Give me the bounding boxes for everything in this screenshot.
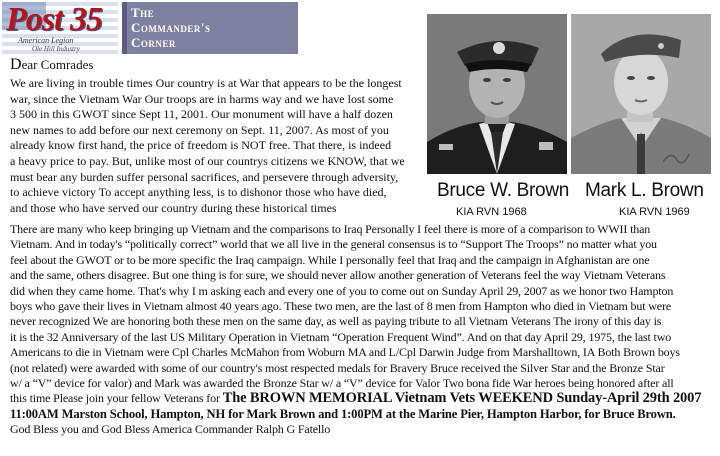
title-line-1: The: [131, 5, 155, 20]
text-line: new names to add before our next ceremony on Sept. 11, 2007. As most of you: [10, 122, 389, 137]
portrait-bruce-illustration: [427, 14, 567, 174]
post-35-logo: [2, 2, 118, 54]
logo-text: Post 35: [6, 2, 102, 38]
portrait-mark-brown: [571, 14, 711, 174]
text-line: must bear any burden suffer personal sacrifices, and persevere through adversity,: [10, 169, 399, 184]
text-line: war, since the Vietnam War Our troops are in harms way and we have lost some: [10, 91, 394, 106]
text-line: and the same, others disagree. But one thing is for sure, we should never allow another generation of Veterans feel the way Vietnam Veterans: [10, 268, 666, 283]
event-title: The BROWN MEMORIAL Vietnam Vets WEEKEND Sunday-April 29th 2007: [222, 390, 702, 407]
text-line: 3 500 in this GWOT since Sept 11, 2001. Our monument will have a half dozen: [10, 107, 393, 122]
logo-subtitle-2: Ole Hill Industry: [32, 45, 80, 53]
kia-caption-bruce: KIA RVN 1968: [456, 206, 527, 218]
text-line: it is the 32 Anniversary of the last US Military Operation in Vietnam “Operation Frequent Wind”. And on that day April 29, 1975, the last two: [10, 329, 672, 344]
title-line-3: Corner: [131, 35, 176, 50]
title-accent-bar: [122, 2, 127, 54]
title-line-2: Commander's: [131, 20, 211, 35]
portrait-bruce-brown: [427, 14, 567, 174]
name-mark-brown: Mark L. Brown: [585, 180, 704, 201]
greeting-text: ear Comrades: [21, 57, 94, 72]
text-line: w/ a “V” device for valor) and Mark was awarded the Bronze Star w/ a “V” device for Valor Two bona fide War heroes being honored after all: [10, 376, 674, 391]
portrait-mark-illustration: [571, 14, 711, 174]
text-line: and those who have served our country during these historical times: [10, 200, 337, 215]
text-line: a heavy price to pay. But, unlike most of our countrys citizens we KNOW, that we: [10, 153, 405, 168]
logo-subtitle: American Legion: [18, 36, 74, 45]
text-line: never recognized We are honoring both these men on the same day, as well as paying tribute to all Vietnam Veterans The irony of this day is: [10, 314, 662, 329]
text-line: already know first hand, the price of freedom is NOT free. That there, is indeed: [10, 138, 392, 153]
greeting-dropcap: D: [10, 56, 22, 73]
letter-greeting: [10, 57, 93, 73]
invite-prefix: this time Please join your fellow Veterans for: [10, 391, 223, 406]
text-line: (not related) were awarded with some of our country's most respected medals for Bravery Bruce received the Silver Star and the Bronze Star: [10, 360, 665, 375]
text-line: We are living in trouble times Our country is at War that appears to be the longest: [10, 76, 402, 90]
kia-caption-mark: KIA RVN 1969: [619, 206, 690, 218]
letter-intro-paragraph: [10, 76, 426, 216]
invite-line: [10, 391, 716, 406]
event-details: 11:00AM Marston School, Hampton, NH for Mark Brown and 1:00PM at the Marine Pier, Hampton Harbor, for Bruce Brown.: [10, 406, 676, 421]
text-line: did when they came home. That's why I m asking each and every one of you to come out on Sunday April 29, 2007 as we honor two Hampton: [10, 283, 674, 298]
text-line: boys who gave their lives in Vietnam almost 40 years ago. These two men, are the last of 8 men from Hampton who died in Vietnam but were: [10, 299, 672, 314]
text-line: Vietnam. And in today's “politically correct” world that we all live in the general consensus is to “Support The Troops” no matter what you: [10, 237, 657, 252]
letter-main-paragraph: [10, 222, 716, 438]
text-line: There are many who keep bringing up Vietnam and the comparisons to Iraq Personally I feel there is more of a comparison to WWII than: [10, 222, 651, 236]
text-line: Americans to die in Vietnam were Cpl Charles McMahon from Woburn MA and L/Cpl Darwin Judge from Marshalltown, IA Both Brown boys: [10, 345, 680, 360]
text-line: feel about the GWOT or to be more specific the Iraq campaign. While I personally feel that Iraq and the campaign in Afghanistan are one: [10, 252, 650, 267]
name-bruce-brown: Bruce W. Brown: [437, 180, 570, 201]
commanders-corner-title: [122, 2, 298, 54]
letter-signoff: God Bless you and God Bless America Commander Ralph G Fatello: [10, 422, 331, 437]
text-line: to achieve victory To accept anything less, is to dishonor those who have died,: [10, 185, 387, 200]
